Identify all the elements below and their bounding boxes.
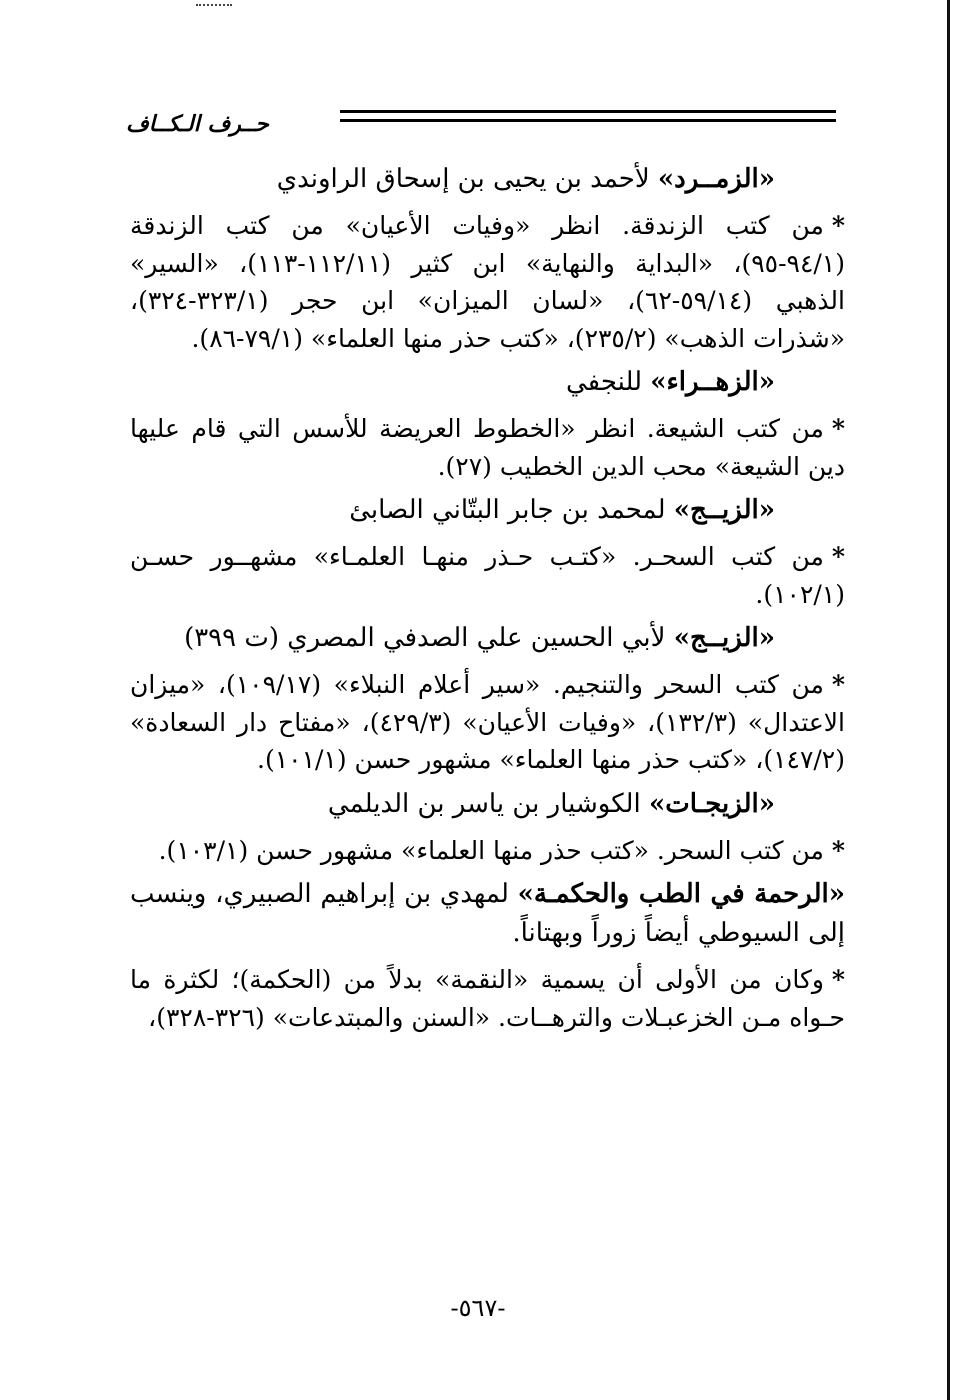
entry-body	[130, 410, 845, 485]
entry	[130, 785, 845, 870]
header-title: حــرف الـكــاف	[126, 112, 269, 137]
star-icon: *	[831, 835, 845, 865]
entry-title	[130, 491, 845, 530]
star-icon: *	[831, 414, 845, 443]
entry-title	[130, 619, 845, 658]
entry	[130, 363, 845, 485]
entry-body	[130, 666, 845, 779]
entry-author: الكوشيار بن ياسر بن الديلمي	[327, 788, 641, 819]
page-header	[120, 108, 836, 142]
entry-title	[130, 363, 845, 402]
entry	[130, 619, 845, 779]
entry-text: وكان من الأولى أن يسمية «النقمة» بدلاً من (الحكمة)؛ لكثرة ما حـواه مـن الخزعبـلات والترهــات. «السنن والمبتدعات» (٣٢٦-٣٢٨)،	[130, 965, 845, 1032]
star-icon: *	[831, 542, 845, 571]
entry-author: لمهدي بن إبراهيم الصبيري، وينسب إلى السيوطي أيضاً زوراً وبهتاناً.	[130, 879, 845, 948]
header-rule	[340, 110, 836, 128]
entry-title	[130, 875, 845, 953]
star-icon: *	[831, 965, 845, 994]
entry	[130, 160, 845, 357]
entry-body	[130, 538, 845, 613]
entry-text: من كتب السحر والتنجيم. «سير أعلام النبلاء» (١٠٩/١٧)، «ميزان الاعتدال» (١٣٢/٣)، «وفيات الأعيان» (٤٢٩/٣)، «مفتاح دار السعادة» (١٤٧/٢)، «كتب حذر منها العلماء» مشهور حسن (١٠١/١).	[130, 670, 845, 774]
page-number: -٥٦٧-	[450, 1294, 506, 1322]
star-icon: *	[831, 670, 845, 699]
entry-author: لأحمد بن يحيى بن إسحاق الراوندي	[276, 164, 650, 194]
entry-name: «الزهــراء»	[650, 367, 775, 397]
entry-text: من كتب السحـر. «كتـب حـذر منهـا العلمـاء» مشهــور حسـن (١٠٢/١).	[130, 542, 845, 609]
star-icon: *	[831, 211, 845, 240]
entry-author: للنجفي	[566, 367, 642, 397]
entry-body	[130, 961, 845, 1036]
entry-body	[130, 207, 845, 357]
entry-title	[130, 785, 845, 824]
entry-text: من كتب السحر. «كتب حذر منها العلماء» مشهور حسن (١٠٣/١).	[158, 835, 824, 865]
entry-body	[130, 832, 845, 870]
entry	[130, 875, 845, 1036]
top-mark	[196, 0, 232, 6]
entry-text: من كتب الشيعة. انظر «الخطوط العريضة للأسس التي قام عليها دين الشيعة» محب الدين الخطيب (٢٧).	[130, 414, 845, 481]
entry-name: «الزيــج»	[673, 495, 775, 525]
entry-name: «الرحمة في الطب والحكمـة»	[517, 879, 845, 909]
page-edge-line	[947, 0, 950, 1400]
entry-name: «الزيــج»	[673, 623, 775, 653]
entry-author: لأبي الحسين علي الصدفي المصري (ت ٣٩٩)	[184, 623, 666, 653]
entry-name: «الزيجـات»	[648, 788, 775, 819]
entry-author: لمحمد بن جابر البتّاني الصابئ	[349, 495, 666, 525]
entry-text: من كتب الزندقة. انظر «وفيات الأعيان» من كتب الزندقة (٩٤/١-٩٥)، «البداية والنهاية» ابن كثير (١١٢/١١-١١٣)، «السير» الذهبي (٥٩/١٤-٦٢)، «لسان الميزان» ابن حجر (٣٢٣/١-٣٢٤)، «شذرات الذهب» (٢٣٥/٢)، «كتب حذر منها العلماء» (٧٩/١-٨٦).	[130, 211, 845, 353]
entry-name: «الزمــرد»	[657, 164, 775, 194]
entry-title	[130, 160, 845, 199]
page-body	[130, 160, 845, 1310]
entry	[130, 491, 845, 613]
